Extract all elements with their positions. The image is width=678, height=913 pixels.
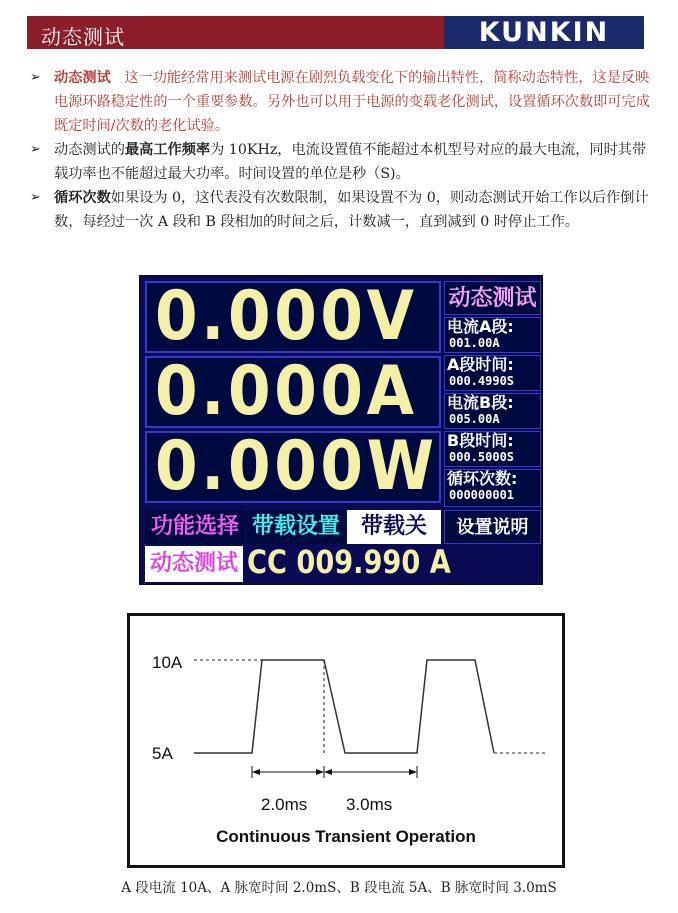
time-b-label: 3.0ms [346, 795, 393, 814]
bullet-bold: 循环次数 [54, 190, 111, 206]
arrow-bullet-icon: ➢ [30, 70, 41, 85]
section-title: 动态测试 [41, 25, 125, 49]
bullet-item-dynamic-test [27, 66, 657, 138]
time-a-panel [444, 355, 541, 391]
waveform-line [194, 660, 494, 753]
time-a-label: 2.0ms [261, 795, 308, 814]
load-setting-button[interactable]: 带载设置 [247, 510, 345, 544]
cycles-label: 循环次数: [447, 469, 518, 488]
bullet-text [54, 70, 650, 134]
bullet-bold: 最高工作频率 [124, 142, 211, 158]
current-row [145, 352, 441, 431]
time-b-value: 000.5000S [449, 450, 515, 464]
voltage-row [145, 277, 441, 356]
bullet-text-content: 这一功能经常用来测试电源在剧烈负载变化下的输出特性，简称动态特性，这是反映电源环路稳定性的一个重要参数。另外也可以用于电源的变载老化测试，设置循环次数即可完成既定时间/次数的老化试验。 [54, 70, 650, 134]
power-readout: 0.000W [155, 427, 438, 506]
kunkin-logo: KUNKIN [444, 16, 644, 49]
bullet-text: 为 10KHz，电流设置值不能超过本机型号对应的最大电流，同时其带载功率也不能超过最大功率。时间设置的单位是秒（S)。 [54, 142, 647, 182]
function-select-button[interactable]: 功能选择 [145, 510, 245, 544]
lcd-screen [139, 275, 543, 585]
bullet-item-max-frequency [27, 138, 657, 186]
arrowhead-icon [409, 769, 417, 775]
current-a-label: 电流A段: [447, 317, 514, 336]
arrowhead-icon [324, 769, 332, 775]
bullet-item-cycle-count [27, 186, 657, 234]
settings-help-button[interactable]: 设置说明 [444, 510, 541, 544]
arrow-bullet-icon: ➢ [30, 142, 41, 157]
voltage-readout: 0.000V [155, 277, 418, 356]
waveform-svg [130, 616, 562, 865]
waveform-title: Continuous Transient Operation [216, 827, 476, 846]
current-b-value: 005.00A [449, 412, 500, 426]
cycles-panel [444, 469, 541, 507]
current-b-label: 电流B段: [447, 393, 514, 412]
low-level-label: 5A [152, 744, 173, 763]
transient-waveform-diagram [127, 613, 565, 868]
load-off-button[interactable]: 带载关 [347, 510, 441, 544]
side-mode-title: 动态测试 [444, 281, 541, 315]
figure-caption: A 段电流 10A、A 脉宽时间 2.0mS、B 段电流 5A、B 脉宽时间 3.0mS [121, 880, 557, 896]
bullet-pre: 动态测试的 [54, 142, 125, 158]
current-b-panel [444, 393, 541, 429]
power-row [145, 427, 441, 506]
current-readout: 0.000A [155, 352, 418, 431]
current-a-value: 001.00A [449, 336, 500, 350]
time-b-panel [444, 431, 541, 467]
arrow-bullet-icon: ➢ [30, 190, 41, 205]
time-a-label: A段时间: [447, 355, 514, 374]
section-header [27, 16, 644, 49]
bullet-lead: 动态测试 [54, 70, 111, 86]
arrowhead-icon [316, 769, 324, 775]
current-a-panel [444, 317, 541, 353]
bullet-list [27, 66, 657, 234]
bullet-text: 如果设为 0，这代表没有次数限制，如果设置不为 0，则动态测试开始工作以后作倒计数，每经过一次 A 段和 B 段相加的时间之后，计数减一，直到减到 0 时停止工作。 [54, 190, 649, 230]
cc-readout: CC 009.990 A [247, 543, 451, 581]
time-a-value: 000.4990S [449, 374, 515, 388]
cycles-value: 000000001 [449, 488, 515, 502]
mode-indicator: 动态测试 [145, 546, 243, 582]
time-b-label: B段时间: [447, 431, 514, 450]
high-level-label: 10A [152, 653, 183, 672]
arrowhead-icon [252, 769, 260, 775]
